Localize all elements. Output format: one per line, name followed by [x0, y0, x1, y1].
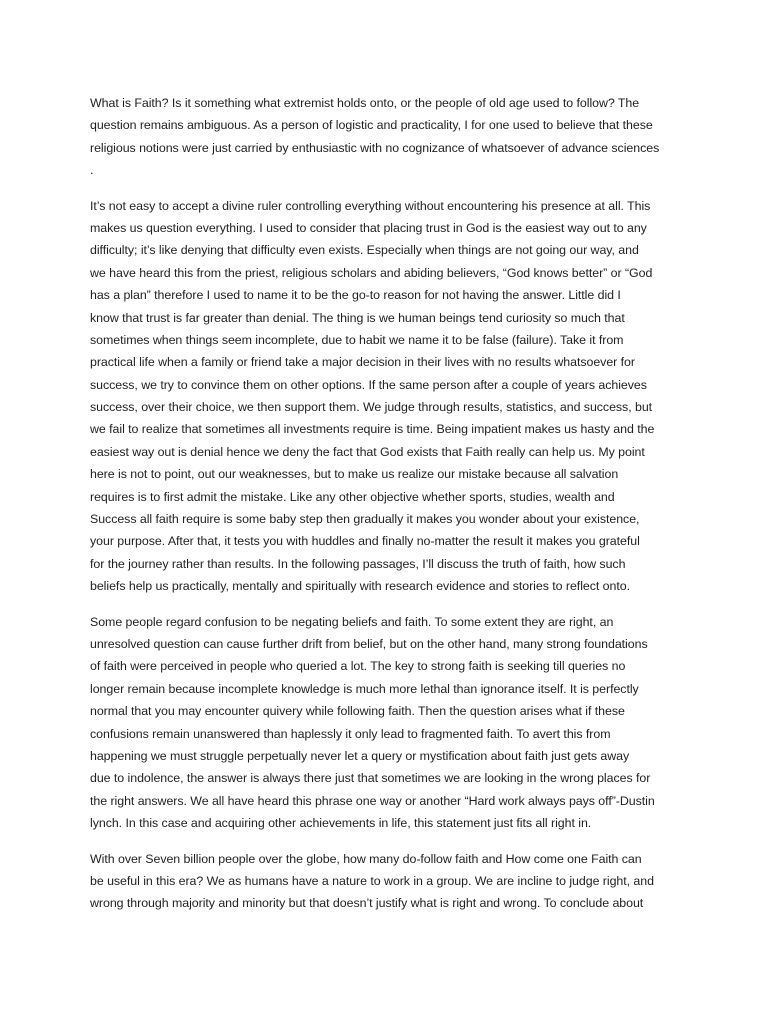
paragraph-2: [90, 195, 692, 598]
text-line: makes us question everything. I used to consider that placing trust in God is the easiest way out to any: [90, 220, 647, 235]
text-line: the right answers. We all have heard this phrase one way or another “Hard work always pays off”-Dustin: [90, 793, 655, 808]
text-line: normal that you may encounter quivery while following faith. Then the question arises what if these: [90, 704, 625, 719]
text-line: beliefs help us practically, mentally and spiritually with research evidence and stories to reflect onto.: [90, 579, 630, 594]
text-line: religious notions were just carried by enthusiastic with no cognizance of whatsoever of advance sciences: [90, 140, 660, 155]
text-line: Success all faith require is some baby step then gradually it makes you wonder about your existence,: [90, 512, 640, 527]
text-line: .: [90, 163, 94, 178]
text-line: longer remain because incomplete knowledge is much more lethal than ignorance itself. It is perfectly: [90, 681, 639, 696]
text-line: practical life when a family or friend take a major decision in their lives with no results whatsoever for: [90, 355, 635, 370]
text-line: here is not to point, out our weaknesses, but to make us realize our mistake because all salvation: [90, 467, 619, 482]
text-line: has a plan” therefore I used to name it to be the go-to reason for not having the answer. Little did I: [90, 288, 621, 303]
text-line: success, over their choice, we then support them. We judge through results, statistics, and success, but: [90, 400, 653, 415]
text-line: we have heard this from the priest, religious scholars and abiding believers, “God knows better” or “God: [90, 265, 653, 280]
text-line: confusions remain unanswered than haplessly it only lead to fragmented faith. To avert this from: [90, 726, 611, 741]
text-line: of faith were perceived in people who queried a lot. The key to strong faith is seeking till queries no: [90, 659, 626, 674]
text-line: difficulty; it’s like denying that difficulty even exists. Especially when things are not going our way, and: [90, 243, 639, 258]
text-line: requires is to first admit the mistake. Like any other objective whether sports, studies, wealth and: [90, 489, 615, 504]
text-line: question remains ambiguous. As a person of logistic and practicality, I for one used to believe that these: [90, 118, 653, 133]
text-line: With over Seven billion people over the globe, how many do-follow faith and How come one Faith can: [90, 851, 642, 866]
text-line: be useful in this era? We as humans have a nature to work in a group. We are incline to judge right, and: [90, 873, 654, 888]
text-line: sometimes when things seem incomplete, due to habit we name it to be false (failure). Take it from: [90, 332, 624, 347]
text-line: know that trust is far greater than denial. The thing is we human beings tend curiosity so much that: [90, 310, 625, 325]
paragraph-spacer: [90, 598, 692, 611]
text-line: happening we must struggle perpetually never let a query or mystification about faith just gets away: [90, 748, 630, 763]
text-line: due to indolence, the answer is always there just that sometimes we are looking in the wrong places for: [90, 771, 651, 786]
text-line: lynch. In this case and acquiring other achievements in life, this statement just fits all right in.: [90, 816, 592, 831]
text-line: for the journey rather than results. In the following passages, I’ll discuss the truth of faith, how such: [90, 556, 626, 571]
text-line: easiest way out is denial hence we deny the fact that God exists that Faith really can help us. My point: [90, 444, 645, 459]
text-line: It’s not easy to accept a divine ruler controlling everything without encountering his presence at all. This: [90, 198, 651, 213]
text-line: Some people regard confusion to be negating beliefs and faith. To some extent they are right, an: [90, 614, 614, 629]
paragraph-1: [90, 92, 692, 182]
text-line: success, we try to convince them on other options. If the same person after a couple of years achieves: [90, 377, 647, 392]
paragraph-4: [90, 848, 692, 915]
paragraph-spacer: [90, 182, 692, 195]
document-body: [90, 92, 692, 915]
paragraph-3: [90, 611, 692, 835]
paragraph-spacer: [90, 835, 692, 848]
text-line: we fail to realize that sometimes all investments require is time. Being impatient makes us hasty and the: [90, 422, 655, 437]
text-line: wrong through majority and minority but that doesn’t justify what is right and wrong. To conclude about: [90, 896, 644, 911]
text-line: unresolved question can cause further drift from belief, but on the other hand, many strong foundations: [90, 636, 648, 651]
text-line: your purpose. After that, it tests you with huddles and finally no-matter the result it makes you grateful: [90, 534, 640, 549]
text-line: What is Faith? Is it something what extremist holds onto, or the people of old age used to follow? The: [90, 96, 640, 110]
